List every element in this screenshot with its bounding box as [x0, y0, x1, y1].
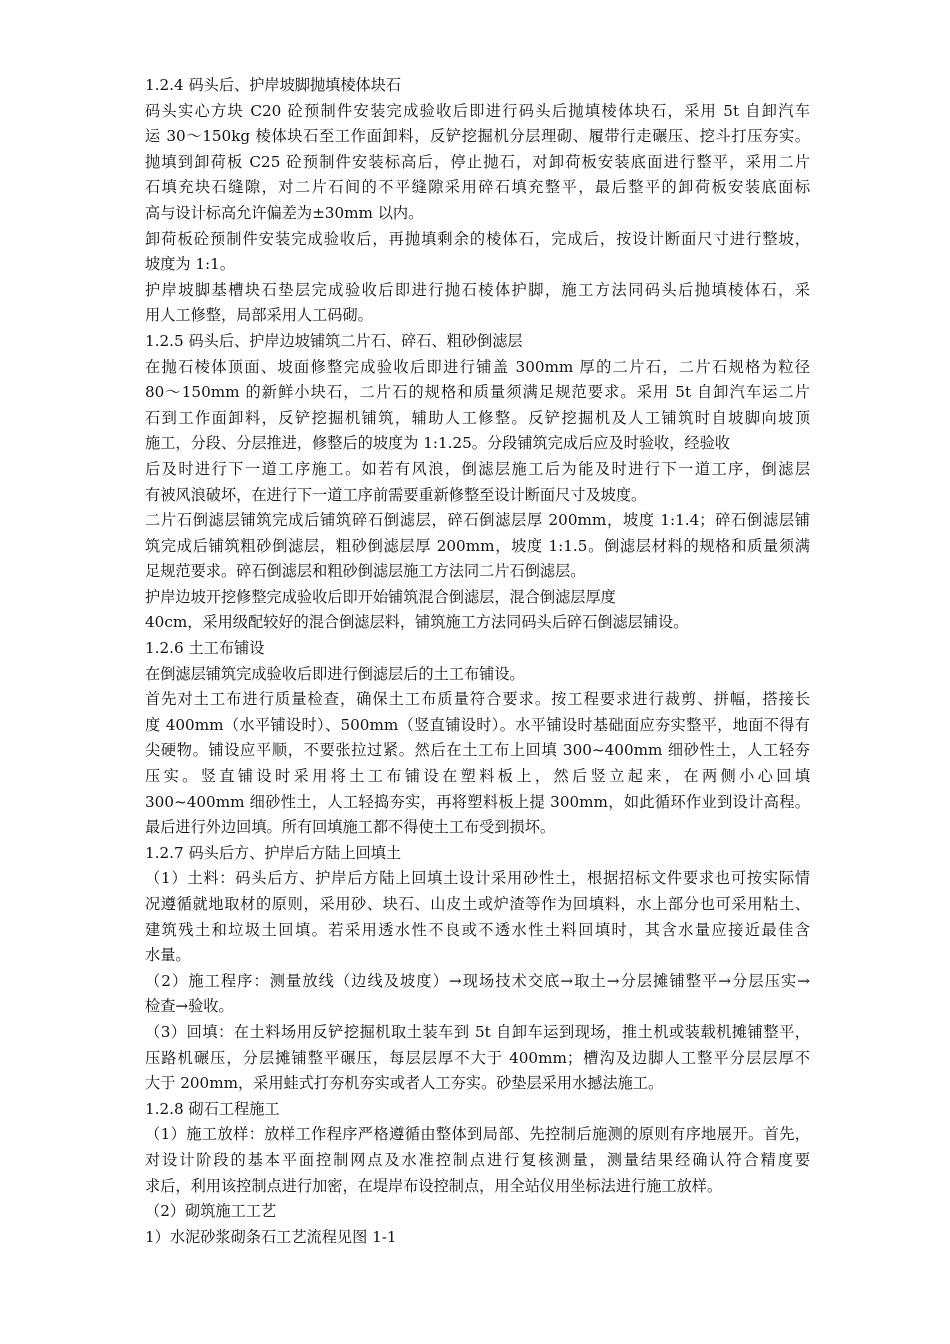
text-line: 石填充块石缝隙，对二片石间的不平缝隙采用碎石填充整平，最后整平的卸荷板安装底面标	[145, 178, 810, 197]
text-line: 在抛石棱体顶面、坡面修整完成验收后即进行铺盖 300mm 厚的二片石，二片石规格为粒径	[145, 357, 810, 376]
text-line: （1）施工放样：放样工作程序严格遵循由整体到局部、先控制后施测的原则有序地展开。首先，	[145, 1125, 810, 1144]
text-line: 后及时进行下一道工序施工。如若有风浪，倒滤层施工后为能及时进行下一道工序，倒滤层	[145, 459, 810, 478]
text-line: 用人工修整，局部采用人工码砌。	[145, 306, 373, 325]
text-line: 1.2.6 土工布铺设	[145, 639, 265, 658]
text-line: 施工，分段、分层推进，修整后的坡度为 1:1.25。分段铺筑完成后应及时验收，经验收	[145, 434, 730, 453]
text-line: （2）施工程序：测量放线（边线及坡度）→现场技术交底→取土→分层摊铺整平→分层压实→	[145, 971, 810, 990]
text-line: 石到工作面卸料，反铲挖掘机铺筑，辅助人工修整。反铲挖掘机及人工铺筑时自坡脚向坡顶	[145, 408, 810, 427]
text-line: 1.2.7 码头后方、护岸后方陆上回填土	[145, 843, 402, 862]
text-line: 对设计阶段的基本平面控制网点及水准控制点进行复核测量，测量结果经确认符合精度要	[145, 1150, 810, 1169]
text-line: 压路机碾压，分层摊铺整平碾压，每层层厚不大于 400mm；槽沟及边脚人工整平分层层厚不	[145, 1048, 810, 1067]
text-line: 护岸坡脚基槽块石垫层完成验收后即进行抛石棱体护脚，施工方法同码头后抛填棱体石，采	[145, 280, 810, 299]
text-line: 40cm，采用级配较好的混合倒滤层料，铺筑施工方法同码头后碎石倒滤层铺设。	[145, 613, 689, 632]
text-line: 在倒滤层铺筑完成验收后即进行倒滤层后的土工布铺设。	[145, 664, 525, 683]
text-line: 1.2.5 码头后、护岸边坡铺筑二片石、碎石、粗砂倒滤层	[145, 331, 523, 350]
text-line: 80～150mm 的新鲜小块石，二片石的规格和质量须满足规范要求。采用 5t 自卸汽车运二片	[145, 383, 810, 402]
text-line: 1）水泥砂浆砌条石工艺流程见图 1-1	[145, 1227, 397, 1246]
text-line: 运 30～150kg 棱体块石至工作面卸料，反铲挖掘机分层理砌、履带行走碾压、挖斗打压夯实。	[145, 127, 810, 146]
text-line: 护岸边坡开挖修整完成验收后即开始铺筑混合倒滤层，混合倒滤层厚度	[145, 587, 616, 606]
text-line: 尖硬物。铺设应平顺，不要张拉过紧。然后在土工布上回填 300~400mm 细砂性土，人工轻夯	[145, 741, 810, 760]
text-line: 水量。	[145, 946, 191, 965]
text-line: （1）土料：码头后方、护岸后方陆上回填土设计采用砂性土，根据招标文件要求也可按实际情	[145, 869, 810, 888]
text-line: 检查→验收。	[145, 997, 234, 1016]
text-line: （3）回填：在土料场用反铲挖掘机取土装车到 5t 自卸车运到现场，推土机或装载机摊铺整平，	[145, 1022, 810, 1041]
text-line: 二片石倒滤层铺筑完成后铺筑碎石倒滤层，碎石倒滤层厚 200mm，坡度 1:1.4；碎石倒滤层铺	[145, 511, 810, 530]
text-line: 坡度为 1:1。	[145, 255, 236, 274]
text-line: 1.2.4 码头后、护岸坡脚抛填棱体块石	[145, 76, 402, 94]
text-line: 最后进行外边回填。所有回填施工都不得使土工布受到损坏。	[145, 818, 556, 837]
text-line: （2）砌筑施工工艺	[145, 1202, 277, 1221]
text-line: 抛填到卸荷板 C25 砼预制件安装标高后，停止抛石，对卸荷板安装底面进行整平，采用二片	[145, 152, 810, 171]
text-line: 码头实心方块 C20 砼预制件安装完成验收后即进行码头后抛填棱体块石，采用 5t 自卸汽车	[145, 101, 810, 120]
text-line: 高与设计标高允许偏差为±30mm 以内。	[145, 203, 424, 222]
text-line: 大于 200mm，采用蛙式打夯机夯实或者人工夯实。砂垫层采用水撼法施工。	[145, 1074, 664, 1093]
text-line: 足规范要求。碎石倒滤层和粗砂倒滤层施工方法同二片石倒滤层。	[145, 562, 586, 581]
text-line: 卸荷板砼预制件安装完成验收后，再抛填剩余的棱体石，完成后，按设计断面尺寸进行整坡，	[145, 229, 810, 248]
text-line: 首先对土工布进行质量检查，确保土工布质量符合要求。按工程要求进行裁剪、拼幅，搭接长	[145, 690, 810, 709]
text-line: 压实。竖直铺设时采用将土工布铺设在塑料板上，然后竖立起来，在两侧小心回填	[145, 767, 810, 786]
text-line: 建筑残土和垃圾土回填。若采用透水性不良或不透水性土料回填时，其含水量应接近最佳含	[145, 920, 810, 939]
text-line: 1.2.8 砌石工程施工	[145, 1099, 280, 1118]
text-line: 求后，利用该控制点进行加密，在堤岸布设控制点，用全站仪用坐标法进行施工放样。	[145, 1176, 723, 1195]
text-line: 况遵循就地取材的原则，采用砂、块石、山皮土或炉渣等作为回填料，水上部分也可采用粘土、	[145, 895, 810, 913]
text-line: 筑完成后铺筑粗砂倒滤层，粗砂倒滤层厚 200mm，坡度 1:1.5。倒滤层材料的规格和质量须满	[145, 536, 810, 555]
text-line: 度 400mm（水平铺设时）、500mm（竖直铺设时）。水平铺设时基础面应夯实整平，地面不得有	[145, 715, 810, 734]
document-page	[145, 73, 810, 1250]
text-line: 有被风浪破坏，在进行下一道工序前需要重新修整至设计断面尺寸及坡度。	[145, 485, 647, 504]
text-line: 300~400mm 细砂性土，人工轻捣夯实，再将塑料板上提 300mm，如此循环作业到设计高程。	[145, 792, 810, 811]
